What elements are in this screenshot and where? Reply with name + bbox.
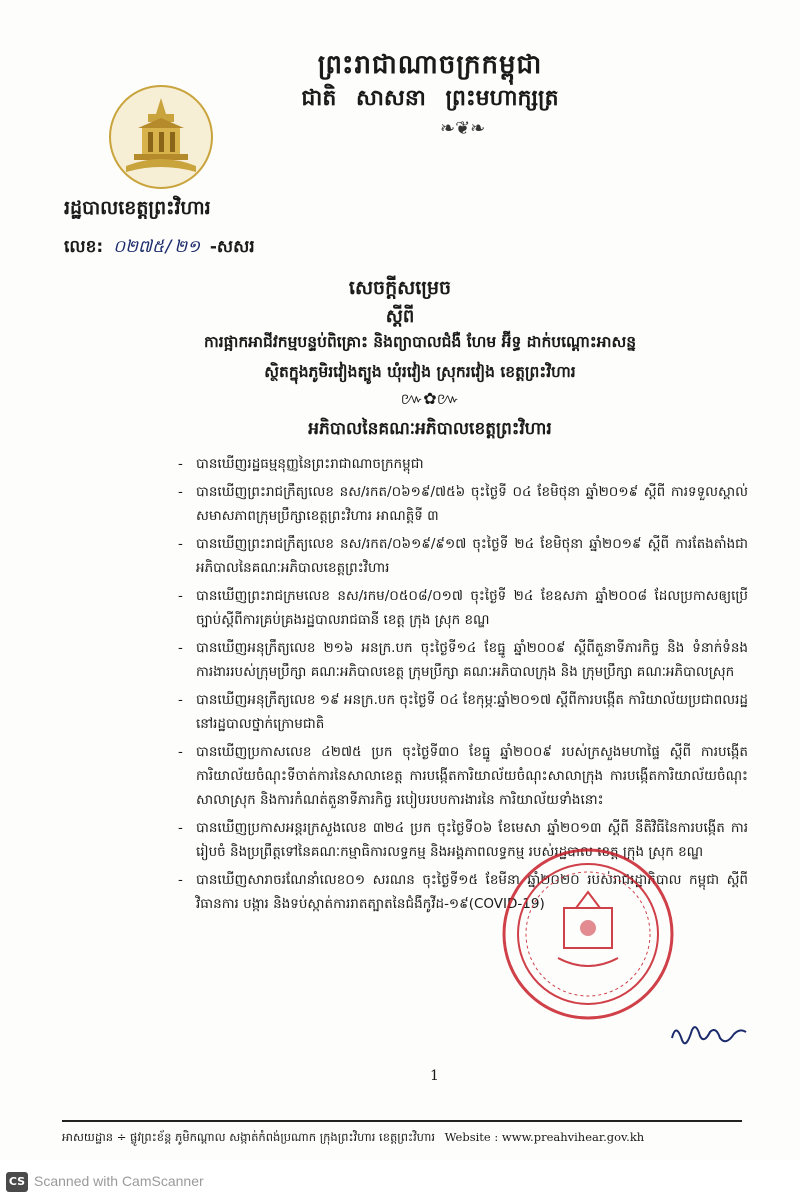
list-item-text: - បានឃើញសារាចរណែនាំលេខ០១ សរណន ចុះថ្ងៃទី១៥ ខែមីនា ឆ្នាំ២០២០ របស់រាជរដ្ឋាភិបាល កម្ពុជា ស្ដីពីវិធានការ បង្ការ និងទប់ស្កាត់ការរាតត្បាតនៃជំងឺកូវីដ-១៩(COVID-19) [196, 872, 748, 912]
list-item-text: - បានឃើញព្រះរាជក្រឹត្យលេខ នស/រកត/០៦១៩/៧៥៦ ចុះថ្ងៃទី ០៤ ខែមិថុនា ឆ្នាំ២០១៩ ស្ដីពី ការទទួលស្គាល់សមាសភាពក្រុមប្រឹក្សាខេត្តព្រះវិហារ អាណត្តិទី ៣ [196, 484, 748, 524]
subject-line-1: ការផ្អាកអាជីវកម្មបន្ទប់ពិគ្រោះ និងព្យាបាលជំងឺ ហែម អ៊ីទ្ធ ដាក់បណ្ដោះអាសន្ន [203, 332, 637, 351]
reference-number: ០២៧៥/២១ [113, 237, 200, 257]
list-item [178, 480, 748, 528]
reference-suffix: -សសរ [209, 237, 255, 257]
footer-address: អាសយដ្ឋាន ÷ ផ្លូវព្រះខ័ន្ត ភូមិកណ្ដាល សង្កាត់កំពង់ប្រណាក ក្រុងព្រះវិហារ ខេត្តព្រះវិហារ [62, 1130, 435, 1144]
subject-line-2: ស្ថិតក្នុងភូមិរវៀងត្បូង ឃុំរវៀង ស្រុករវៀង ខេត្តព្រះវិហារ [264, 362, 576, 381]
decision-title: សេចក្ដីសម្រេច [348, 277, 452, 299]
footer [62, 1130, 752, 1147]
header-ornament: ❧❦❧ [440, 118, 486, 139]
scanner-watermark-text: Scanned with CamScanner [34, 1173, 204, 1189]
list-item-text: - បានឃើញអនុក្រឹត្យលេខ ១៩ អនក្រ.បក ចុះថ្ងៃទី ០៤ ខែកុម្ភៈឆ្នាំ២០១៧ ស្ដីពីការបង្កើត ការិយាល័យប្រជាពលរដ្ឋនៅរដ្ឋបាលថ្នាក់ក្រោមជាតិ [196, 692, 748, 732]
list-item-text: - បានឃើញព្រះរាជក្រឹត្យលេខ នស/រកត/០៦១៩/៩១៧ ចុះថ្ងៃទី ២៤ ខែមិថុនា ឆ្នាំ២០១៩ ស្ដីពី ការតែងតាំងជាអភិបាលនៃគណៈអភិបាលខេត្តព្រះវិហារ [196, 536, 748, 576]
scanner-watermark-bar [0, 1164, 800, 1200]
list-item [178, 584, 748, 632]
list-item-text: - បានឃើញប្រកាសលេខ ៤២៧៥ ប្រក ចុះថ្ងៃទី៣០ ខែធ្នូ ឆ្នាំ២០០៩ របស់ក្រសួងមហាផ្ទៃ ស្ដីពី ការបង្កើតការិយាល័យចំណុះទីចាត់ការនៃសាលាខេត្ត ការបង្កើតការិយាល័យចំណុះសាលាក្រុង ការបង្កើតការិយាល័យចំណុះសាលាស្រុក និងការកំណត់តួនាទីភារកិច្ច របៀបរបបការងារនៃ ការិយាល័យទាំងនោះ [196, 744, 748, 808]
footer-divider [62, 1120, 742, 1122]
list-item-text: - បានឃើញអនុក្រឹត្យលេខ ២១៦ អនក្រ.បក ចុះថ្ងៃទី១៤ ខែធ្នូ ឆ្នាំ២០០៩ ស្ដីពីតួនាទីភារកិច្ច និង ទំនាក់ទំនងការងាររបស់ក្រុមប្រឹក្សា គណៈអភិបាលខេត្ត ក្រុមប្រឹក្សា គណៈអភិបាលក្រុង និង ក្រុមប្រឹក្សា គណៈអភិបាលស្រុក [196, 640, 748, 680]
list-item-text: - បានឃើញប្រកាសអន្តរក្រសួងលេខ ៣២៤ ប្រក ចុះថ្ងៃទី០៦ ខែមេសា ឆ្នាំ២០១៣ ស្ដីពី នីតិវិធីនៃការបង្កើត ការរៀបចំ និងប្រព្រឹត្តទៅនៃគណៈកម្មាធិការលទ្ធកម្ម និងអង្គភាពលទ្ធកម្ម របស់រដ្ឋបាល ខេត្ត ក្រុង ស្រុក ខណ្ឌ [196, 820, 748, 860]
provincial-seal-logo [108, 84, 214, 190]
page-number: 1 [430, 1068, 439, 1084]
issuing-authority: រដ្ឋបាលខេត្តព្រះវិហារ [64, 197, 211, 219]
camscanner-logo-icon: CS [6, 1172, 28, 1192]
about-label: ស្ដីពី [385, 306, 415, 327]
governor-heading: អភិបាលនៃគណៈអភិបាលខេត្តព្រះវិហារ [308, 419, 552, 439]
national-motto: ជាតិ សាសនា ព្រះមហាក្សត្រ [301, 85, 559, 111]
list-item-text: - បានឃើញរដ្ឋធម្មនុញ្ញនៃព្រះរាជាណាចក្រកម្ពុជា [196, 456, 424, 472]
list-item [178, 452, 748, 476]
kingdom-title: ព្រះរាជាណាចក្រកម្ពុជា [317, 50, 543, 80]
reference-label: លេខ: [64, 237, 104, 257]
reference-line [64, 236, 255, 261]
list-item [178, 532, 748, 580]
list-item [178, 636, 748, 684]
list-item-text: - បានឃើញព្រះរាជក្រមលេខ នស/រកម/០៥០៨/០១៧ ចុះថ្ងៃទី ២៤ ខែឧសភា ឆ្នាំ២០០៨ ដែលប្រកាសឲ្យប្រើច្បាប់ស្ដីពីការគ្រប់គ្រងរដ្ឋបាលរាជធានី ខេត្ត ក្រុង ស្រុក ខណ្ឌ [196, 588, 748, 628]
official-red-stamp [500, 846, 676, 1022]
footer-website: Website : www.preahvihear.gov.kh [444, 1130, 645, 1144]
section-divider: ៚✿៚ [400, 389, 460, 408]
list-item [178, 688, 748, 736]
list-item [178, 740, 748, 812]
signature-mark [668, 1018, 748, 1052]
